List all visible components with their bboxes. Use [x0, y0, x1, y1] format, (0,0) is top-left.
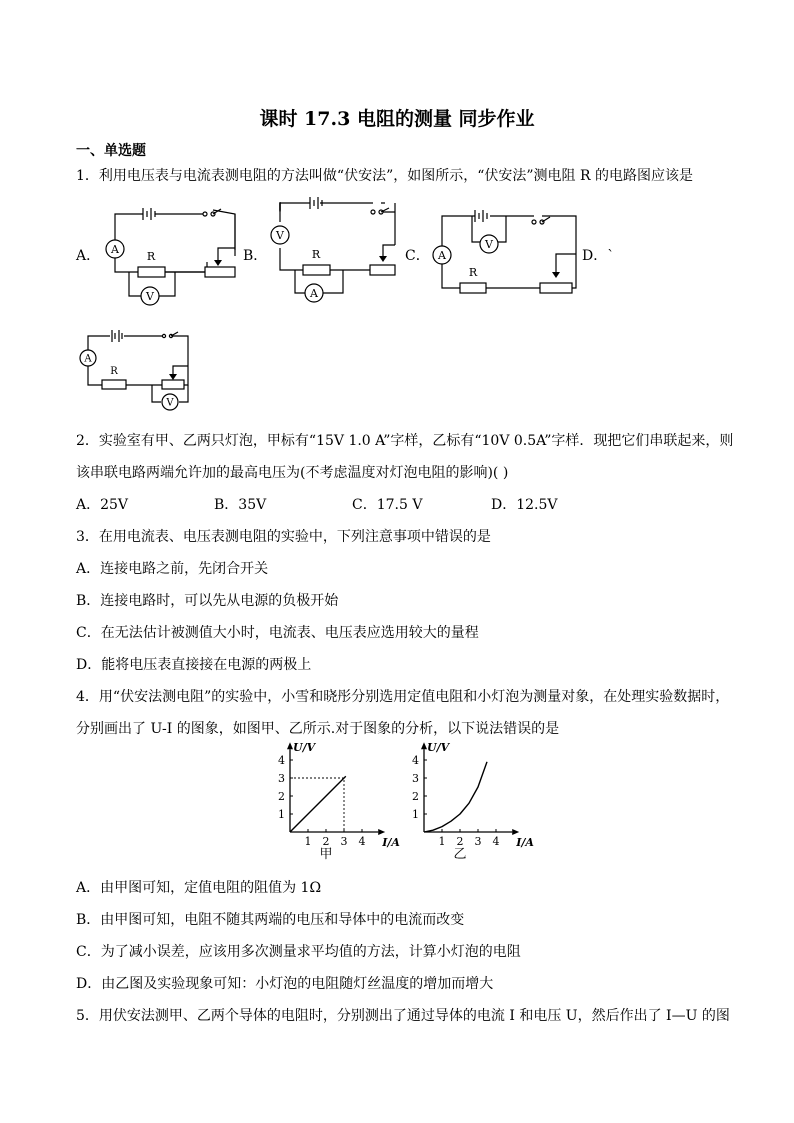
q1-label-a: A．	[76, 248, 101, 264]
resistor-label: R	[468, 266, 478, 279]
voltmeter-symbol: V	[146, 290, 154, 303]
q4-option-c: C．为了减小误差，应该用多次测量求平均值的方法，计算小灯泡的电阻	[76, 944, 521, 960]
q2-option-a: A．25V	[76, 497, 129, 513]
q3-option-c: C．在无法估计被测值大小时，电流表、电压表应选用较大的量程	[76, 625, 479, 641]
rheostat	[205, 267, 235, 277]
x-tick-label: 1	[304, 835, 312, 848]
x-tick-label: 3	[474, 835, 482, 848]
q4-option-b: B．由甲图可知，电阻不随其两端的电压和导体中的电流而改变	[76, 912, 465, 928]
q1-label-b: B．	[243, 248, 268, 264]
ammeter-symbol: A	[310, 287, 318, 300]
resistor-r	[138, 267, 165, 277]
y-tick-label: 2	[278, 790, 285, 803]
voltmeter-symbol: V	[485, 238, 493, 251]
x-axis-label: I/A	[516, 836, 534, 849]
x-tick-label: 4	[358, 835, 366, 848]
q1-label-c: C．	[405, 248, 430, 264]
y-tick-label: 4	[278, 754, 285, 767]
ammeter-symbol: A	[111, 243, 119, 256]
q4-option-a: A．由甲图可知，定值电阻的阻值为 1Ω	[76, 880, 322, 896]
circuit-c-diagram	[430, 210, 580, 300]
q4-option-d: D．由乙图及实验现象可知：小灯泡的电阻随灯丝温度的增加而增大	[76, 976, 494, 992]
series-line	[424, 762, 487, 832]
resistor-r	[460, 283, 486, 293]
resistor-r	[102, 380, 126, 389]
q2-option-b: B．35V	[214, 497, 267, 513]
section-heading: 一、单选题	[76, 143, 146, 159]
q4-line1: 4．用“伏安法测电阻”的实验中，小雪和晓彤分别选用定值电阻和小灯泡为测量对象，在处理实验数据时，	[76, 689, 730, 705]
graph-jia	[262, 741, 400, 862]
circuit-d-diagram	[78, 330, 198, 415]
x-tick-label: 3	[340, 835, 348, 848]
x-tick-label: 1	[438, 835, 446, 848]
graph-caption: 甲	[319, 847, 333, 862]
q3-stem: 3．在用电流表、电压表测电阻的实验中，下列注意事项中错误的是	[76, 529, 491, 545]
q2-option-d: D．12.5V	[491, 497, 558, 513]
ammeter-symbol: A	[438, 249, 446, 262]
rheostat	[540, 283, 572, 293]
x-axis-label: I/A	[382, 836, 400, 849]
circuit-a-diagram	[95, 200, 245, 310]
q3-option-d: D．能将电压表直接接在电源的两极上	[76, 657, 312, 673]
rheostat	[162, 380, 184, 389]
series-line	[290, 776, 346, 832]
q2-line2: 该串联电路两端允许加的最高电压为(不考虑温度对灯泡电阻的影响)( )	[76, 465, 509, 481]
y-tick-label: 4	[412, 754, 419, 767]
x-tick-label: 2	[456, 835, 464, 848]
y-tick-label: 3	[412, 772, 419, 785]
q3-option-b: B．连接电路时，可以先从电源的负极开始	[76, 593, 339, 609]
y-tick-label: 1	[412, 808, 419, 821]
circuit-b-diagram	[265, 200, 405, 310]
q1-stem: 1．利用电压表与电流表测电阻的方法叫做“伏安法”，如图所示，“伏安法”测电阻 R 的电路图应该是	[76, 168, 693, 184]
voltmeter-symbol: V	[166, 397, 174, 409]
graph-yi	[396, 741, 534, 862]
y-axis-label: U/V	[427, 741, 450, 755]
q2-line1: 2．实验室有甲、乙两只灯泡，甲标有“15V 1.0 A”字样，乙标有“10V 0.5A”字样．现把它们串联起来，则	[76, 433, 734, 449]
x-tick-label: 2	[322, 835, 330, 848]
y-tick-label: 1	[278, 808, 285, 821]
resistor-label: R	[146, 250, 156, 263]
q4-line2: 分别画出了 U-I 的图象，如图甲、乙所示.对于图象的分析，以下说法错误的是	[76, 721, 560, 737]
resistor-r	[303, 265, 330, 275]
q5-stem: 5．用伏安法测甲、乙两个导体的电阻时，分别测出了通过导体的电流 I 和电压 U，然后作出了 I—U 的图	[76, 1008, 730, 1024]
x-axis-arrow	[378, 829, 385, 835]
resistor-label: R	[311, 248, 321, 261]
ammeter-symbol: A	[84, 353, 92, 365]
y-tick-label: 2	[412, 790, 419, 803]
y-tick-label: 3	[278, 772, 285, 785]
page-title: 课时 17.3 电阻的测量 同步作业	[259, 108, 535, 130]
voltmeter-symbol: V	[276, 229, 284, 242]
q1-label-d: D．`	[582, 248, 615, 264]
x-tick-label: 4	[492, 835, 500, 848]
rheostat	[370, 265, 395, 275]
graph-caption: 乙	[453, 847, 467, 862]
x-axis-arrow	[512, 829, 519, 835]
resistor-label: R	[110, 366, 118, 377]
q3-option-a: A．连接电路之前，先闭合开关	[76, 561, 269, 577]
q2-option-c: C．17.5 V	[352, 497, 423, 513]
y-axis-label: U/V	[293, 741, 316, 755]
